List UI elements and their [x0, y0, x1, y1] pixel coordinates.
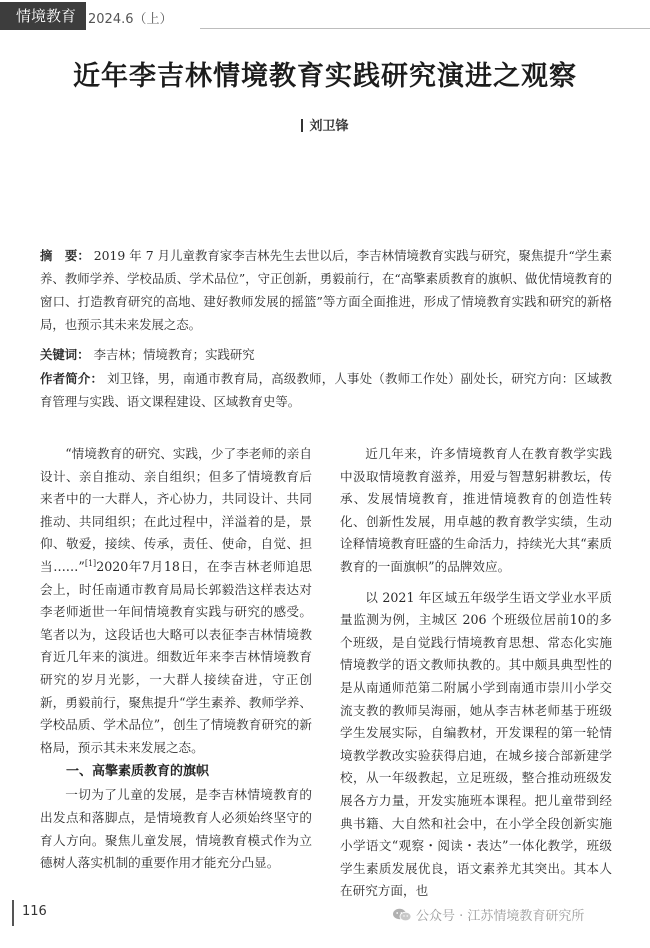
- page-number: 116: [22, 904, 47, 919]
- quote-text: “情境教育的研究、实践，少了李老师的亲自设计、亲自推动、亲自组织；但多了情境教育后来者中的一大群人，齐心协力，共同设计、共同推动、共同组织；在此过程中，洋溢着的是，景仰、敬爱，接续、传承，责任、使命，自觉、担当……”: [40, 446, 312, 574]
- wechat-icon: [392, 908, 412, 922]
- section-heading: 一、高擎素质教育的旗帜: [66, 764, 210, 780]
- body-column-left: [40, 443, 312, 875]
- author-name: 刘卫锋: [309, 119, 349, 134]
- paragraph: [40, 443, 312, 759]
- author-bar: [301, 119, 303, 132]
- paragraph-text: 2020年7月18日，在李吉林老师追思会上，时任南通市教育局局长郭毅浩这样表达对李老师逝世一年间情境教育实践与研究的感受。笔者以为，这段话也大略可以表征李吉林情境教育近几年来的演进。细数近年来李吉林情境教育研究的岁月光影，一大群人接续奋进，守正创新，勇毅前行，聚焦提升“学生素养、教师学养、学校品质、学术品位”，创生了情境教育研究的新格局，预示其未来发展之态。: [40, 558, 312, 755]
- author-bio-label: 作者简介：: [40, 371, 104, 386]
- body-column-right: [340, 443, 612, 903]
- author-bio: [40, 367, 612, 413]
- running-header: [0, 0, 650, 32]
- journal-name-tag: 情境教育: [0, 2, 86, 30]
- reference-marker: [1]: [84, 558, 97, 568]
- author-bio-text: 刘卫锋，男，南通市教育局，高级教师，人事处（教师工作处）副处长，研究方向：区域教育管理与实践、语文课程建设、区域教育史等。: [40, 371, 613, 409]
- abstract-text: 2019 年 7 月儿童教育家李吉林先生去世以后，李吉林情境教育实践与研究，聚焦提升“学生素养、教师学养、学校品质、学术品位”，守正创新，勇毅前行，在“高擎素质教育的旗帜、做优情境教育的窗口、打造教育研究的高地、建好教师发展的摇篮”等方面全面推进，形成了情境教育实践和研究的新格局，也预示其未来发展之态。: [40, 248, 612, 332]
- watermark-text: 公众号 · 江苏情境教育研究所: [416, 909, 585, 924]
- paragraph: 以 2021 年区域五年级学生语文学业水平质量监测为例，主城区 206 个班级位居前10的多个班级，是自觉践行情境教育思想、常态化实施情境教学的语文教师执教的。其中颇具典型性的是从南通师范第二附属小学到南通市崇川小学交流支教的教师吴海丽，她从李吉林老师基于班级学生发展实际，自编教材，开发课程的第一轮情境教学教改实验获得启迪，在城乡接合部新建学校，从一年级教起，立足班级，整合推动班级发展各方力量，开发实施班本课程。把儿童带到经典书籍、大自然和社会中，在小学全段创新实施小学语文“观察・阅读・表达”一体化教学，班级学生素质发展优良，语文素养尤其突出。其本人在研究方面，也: [340, 589, 612, 899]
- footer-bar: [12, 900, 14, 926]
- abstract-label: 摘 要：: [40, 248, 90, 263]
- author-line: [0, 115, 650, 134]
- issue-label: 2024.6（上）: [88, 12, 173, 27]
- article-title: 近年李吉林情境教育实践研究演进之观察: [73, 61, 577, 92]
- keywords: [40, 343, 612, 366]
- keywords-text: 李吉林；情境教育；实践研究: [93, 347, 255, 362]
- paragraph: 一切为了儿童的发展，是李吉林情境教育的出发点和落脚点，是情境教育人必须始终坚守的育人方向。聚焦儿童发展，情境教育模式作为立德树人落实机制的重要作用才能充分凸显。: [40, 787, 312, 871]
- abstract: [40, 244, 612, 336]
- header-divider: [200, 28, 650, 29]
- keywords-label: 关键词：: [40, 347, 90, 362]
- watermark: [392, 905, 584, 924]
- paragraph: 近几年来，许多情境教育人在教育教学实践中汲取情境教育滋养，用爱与智慧躬耕教坛，传承、发展情境教育，推进情境教育的创造性转化、创新性发展，用卓越的教育教学实绩，生动诠释情境教育旺盛的生命活力，持续光大其“素质教育的一面旗帜”的品牌效应。: [340, 446, 612, 574]
